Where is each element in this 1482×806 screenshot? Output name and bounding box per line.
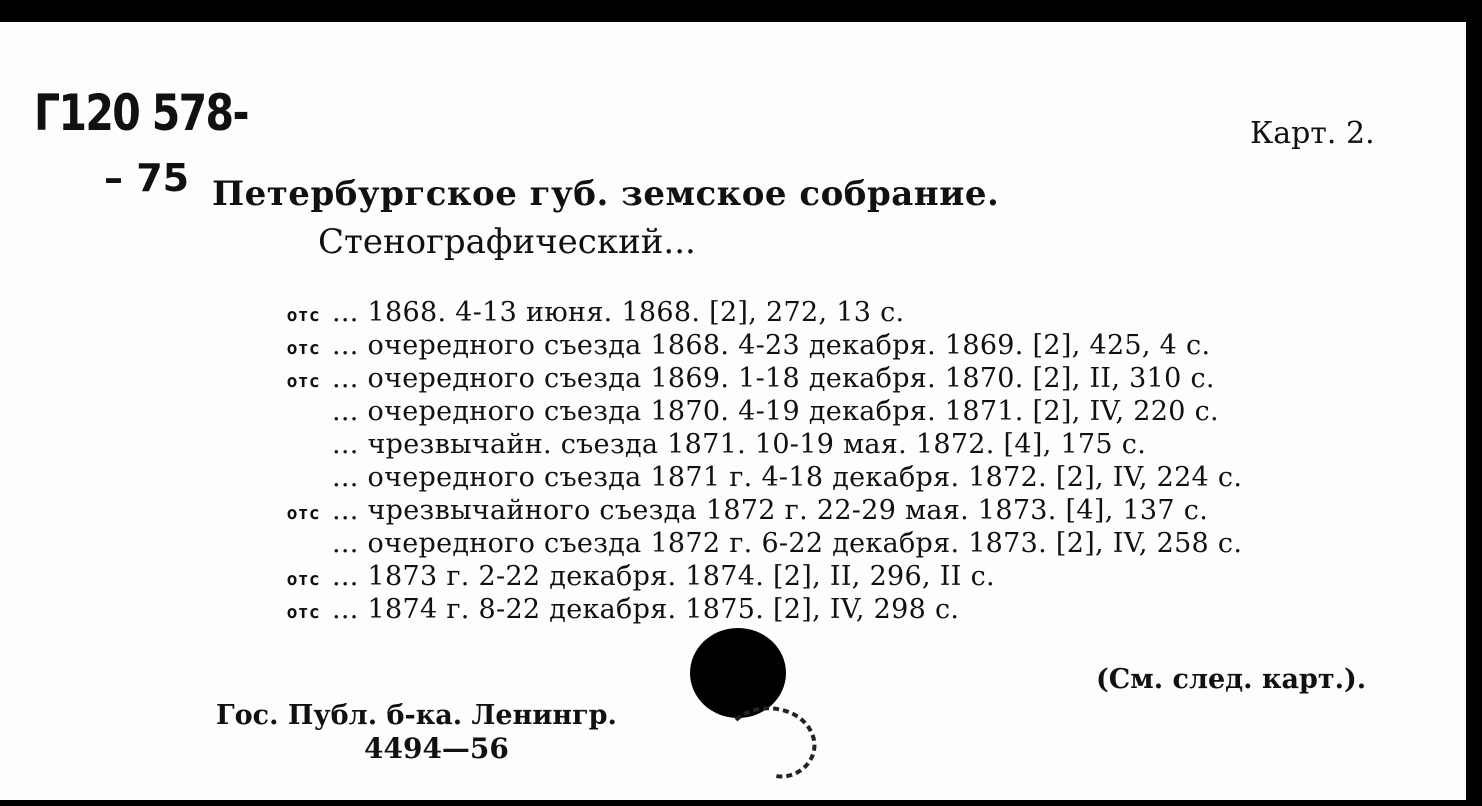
holding-text: ... очередного съезда 1870. 4-19 декабря. 1871. [2], IV, 220 с. (332, 396, 1219, 427)
holding-text: ... 1874 г. 8-22 декабря. 1875. [2], IV, 298 с. (332, 594, 960, 625)
scan-border-bottom (0, 800, 1482, 806)
scan-border-right (1466, 0, 1482, 806)
holdings-list (240, 296, 1242, 626)
see-next-card: (См. след. карт.). (1096, 664, 1367, 695)
holding-text: ... 1873 г. 2-22 декабря. 1874. [2], II, 296, II с. (332, 561, 995, 592)
holding-entry (240, 593, 1242, 626)
holding-text: ... очередного съезда 1869. 1-18 декабря. 1870. [2], II, 310 с. (332, 363, 1215, 394)
library-number: 4494—56 (364, 732, 509, 765)
holding-text: ... чрезвычайн. съезда 1871. 10-19 мая. 1872. [4], 175 с. (332, 429, 1147, 460)
holding-entry (240, 527, 1242, 560)
holding-entry (240, 428, 1242, 461)
holding-entry (240, 560, 1242, 593)
card-subheading: Стенографический... (318, 222, 696, 262)
scan-border-top (0, 0, 1482, 22)
holding-mark: отс (286, 305, 320, 326)
holding-text: ... очередного съезда 1868. 4-23 декабря. 1869. [2], 425, 4 с. (332, 330, 1211, 361)
shelfmark: Г120 578- (34, 84, 248, 142)
holding-mark: отс (286, 338, 320, 359)
shelfmark-line-2: – 75 (104, 156, 190, 200)
holding-text: ... чрезвычайного съезда 1872 г. 22-29 мая. 1873. [4], 137 с. (332, 495, 1209, 526)
holding-entry (240, 494, 1242, 527)
holding-text: ... 1868. 4-13 июня. 1868. [2], 272, 13 с. (332, 297, 905, 328)
holding-entry (240, 362, 1242, 395)
card-heading: Петербургское губ. земское собрание. (212, 174, 1000, 214)
card-number: Карт. 2. (1250, 116, 1375, 151)
punch-hole-trace (726, 700, 818, 780)
holding-text: ... очередного съезда 1871 г. 4-18 декабря. 1872. [2], IV, 224 с. (332, 462, 1243, 493)
holding-entry (240, 461, 1242, 494)
library-name: Гос. Публ. б-ка. Ленингр. (216, 700, 617, 731)
holding-text: ... очередного съезда 1872 г. 6-22 декабря. 1873. [2], IV, 258 с. (332, 528, 1243, 559)
holding-mark: отс (286, 569, 320, 590)
holding-mark: отс (286, 371, 320, 392)
holding-entry (240, 296, 1242, 329)
holding-entry (240, 329, 1242, 362)
holding-mark: отс (286, 503, 320, 524)
holding-entry (240, 395, 1242, 428)
holding-mark: отс (286, 602, 320, 623)
